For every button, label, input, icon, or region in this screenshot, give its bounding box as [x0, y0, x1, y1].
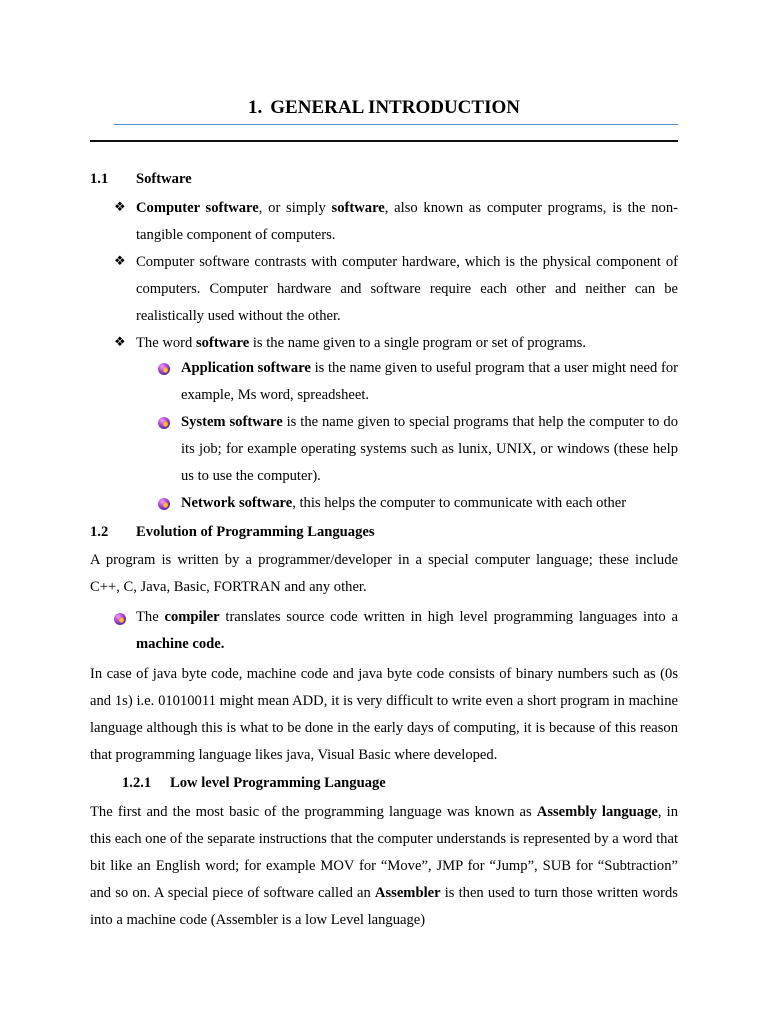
title-rule-black — [90, 140, 678, 142]
bold-term: compiler — [164, 609, 220, 625]
bullet-hardware-contrast: Computer software contrasts with computer hardware, which is the physical component of computers. Computer hardware and software require each other and neither can be realistically used without the other. — [136, 254, 678, 324]
section-number: 1.2 — [90, 524, 109, 540]
bullet-text: is the name given to useful program that a user might need for example, Ms word, spreadsheet. — [181, 360, 678, 403]
bold-term: Computer software — [136, 200, 259, 216]
orb-bullet-icon — [114, 613, 126, 625]
paragraph-text: is then used to turn those written words into a machine code (Assembler is a low Level language) — [90, 885, 678, 928]
bullet-computer-software — [136, 195, 678, 249]
bold-term: Assembler — [374, 885, 441, 901]
bold-term: Assembly language — [536, 804, 658, 820]
bullet-word-software — [136, 330, 678, 357]
paragraph-program-written: A program is written by a programmer/developer in a special computer language; these include C++, C, Java, Basic, FORTRAN and any other. — [90, 552, 678, 595]
chapter-title-text: GENERAL INTRODUCTION — [270, 97, 520, 118]
title-underline-blue — [114, 124, 678, 125]
diamond-bullet-icon: ❖ — [114, 199, 126, 214]
bold-term: software — [331, 200, 385, 216]
section-number: 1.1 — [90, 171, 109, 187]
orb-bullet-icon — [158, 363, 170, 375]
section-title: Evolution of Programming Languages — [136, 524, 375, 540]
section-title: Software — [136, 171, 192, 187]
bullet-text: , this helps the computer to communicate with each other — [292, 495, 627, 511]
bullet-text: The word — [136, 335, 196, 351]
bullet-text: translates source code written in high level programming languages into a — [219, 609, 678, 625]
bold-term: machine code. — [136, 636, 225, 652]
orb-bullet-icon — [158, 498, 170, 510]
section-heading-software — [90, 171, 192, 188]
bold-term: Application software — [181, 360, 311, 376]
diamond-bullet-icon: ❖ — [114, 253, 126, 268]
chapter-title — [90, 97, 678, 119]
bullet-compiler — [136, 604, 678, 658]
bullet-text: is the name given to a single program or set of programs. — [249, 335, 587, 351]
bold-term: Network software — [181, 495, 293, 511]
subsection-heading-low-level — [122, 775, 386, 792]
paragraph-text: , in this each one of the separate instructions that the computer understands is represented by a word that bit like an English word; for example MOV for “Move”, JMP for “Jump”, SUB for “Subtraction” and so on. A special piece of software called an — [90, 804, 678, 901]
sub-bullet-network-software — [181, 490, 678, 517]
bullet-text: The — [136, 609, 165, 625]
bold-term: System software — [181, 414, 283, 430]
orb-bullet-icon — [158, 417, 170, 429]
bullet-text: , or simply — [258, 200, 332, 216]
sub-bullet-application-software — [181, 355, 678, 409]
subsection-number: 1.2.1 — [122, 775, 152, 791]
chapter-number: 1. — [248, 97, 263, 118]
bold-term: software — [195, 335, 250, 351]
subsection-title: Low level Programming Language — [170, 775, 386, 791]
section-heading-evolution — [90, 524, 375, 541]
bullet-text: is the name given to special programs that help the computer to do its job; for example operating systems such as lunix, UNIX, or windows (these help us to use the computer). — [181, 414, 678, 484]
paragraph-java-byte-code: In case of java byte code, machine code and java byte code consists of binary numbers such as (0s and 1s) i.e. 01010011 might mean ADD, it is very difficult to write even a short program in machine language although this is what to be done in the early days of computing, it is because of this reason that programming language likes java, Visual Basic where developed. — [90, 666, 678, 763]
sub-bullet-system-software — [181, 409, 678, 490]
paragraph-text: The first and the most basic of the programming language was known as — [90, 804, 537, 820]
diamond-bullet-icon: ❖ — [114, 334, 126, 349]
bullet-text: , also known as computer programs, is the non-tangible component of computers. — [136, 200, 679, 243]
paragraph-assembly-language — [90, 799, 678, 934]
